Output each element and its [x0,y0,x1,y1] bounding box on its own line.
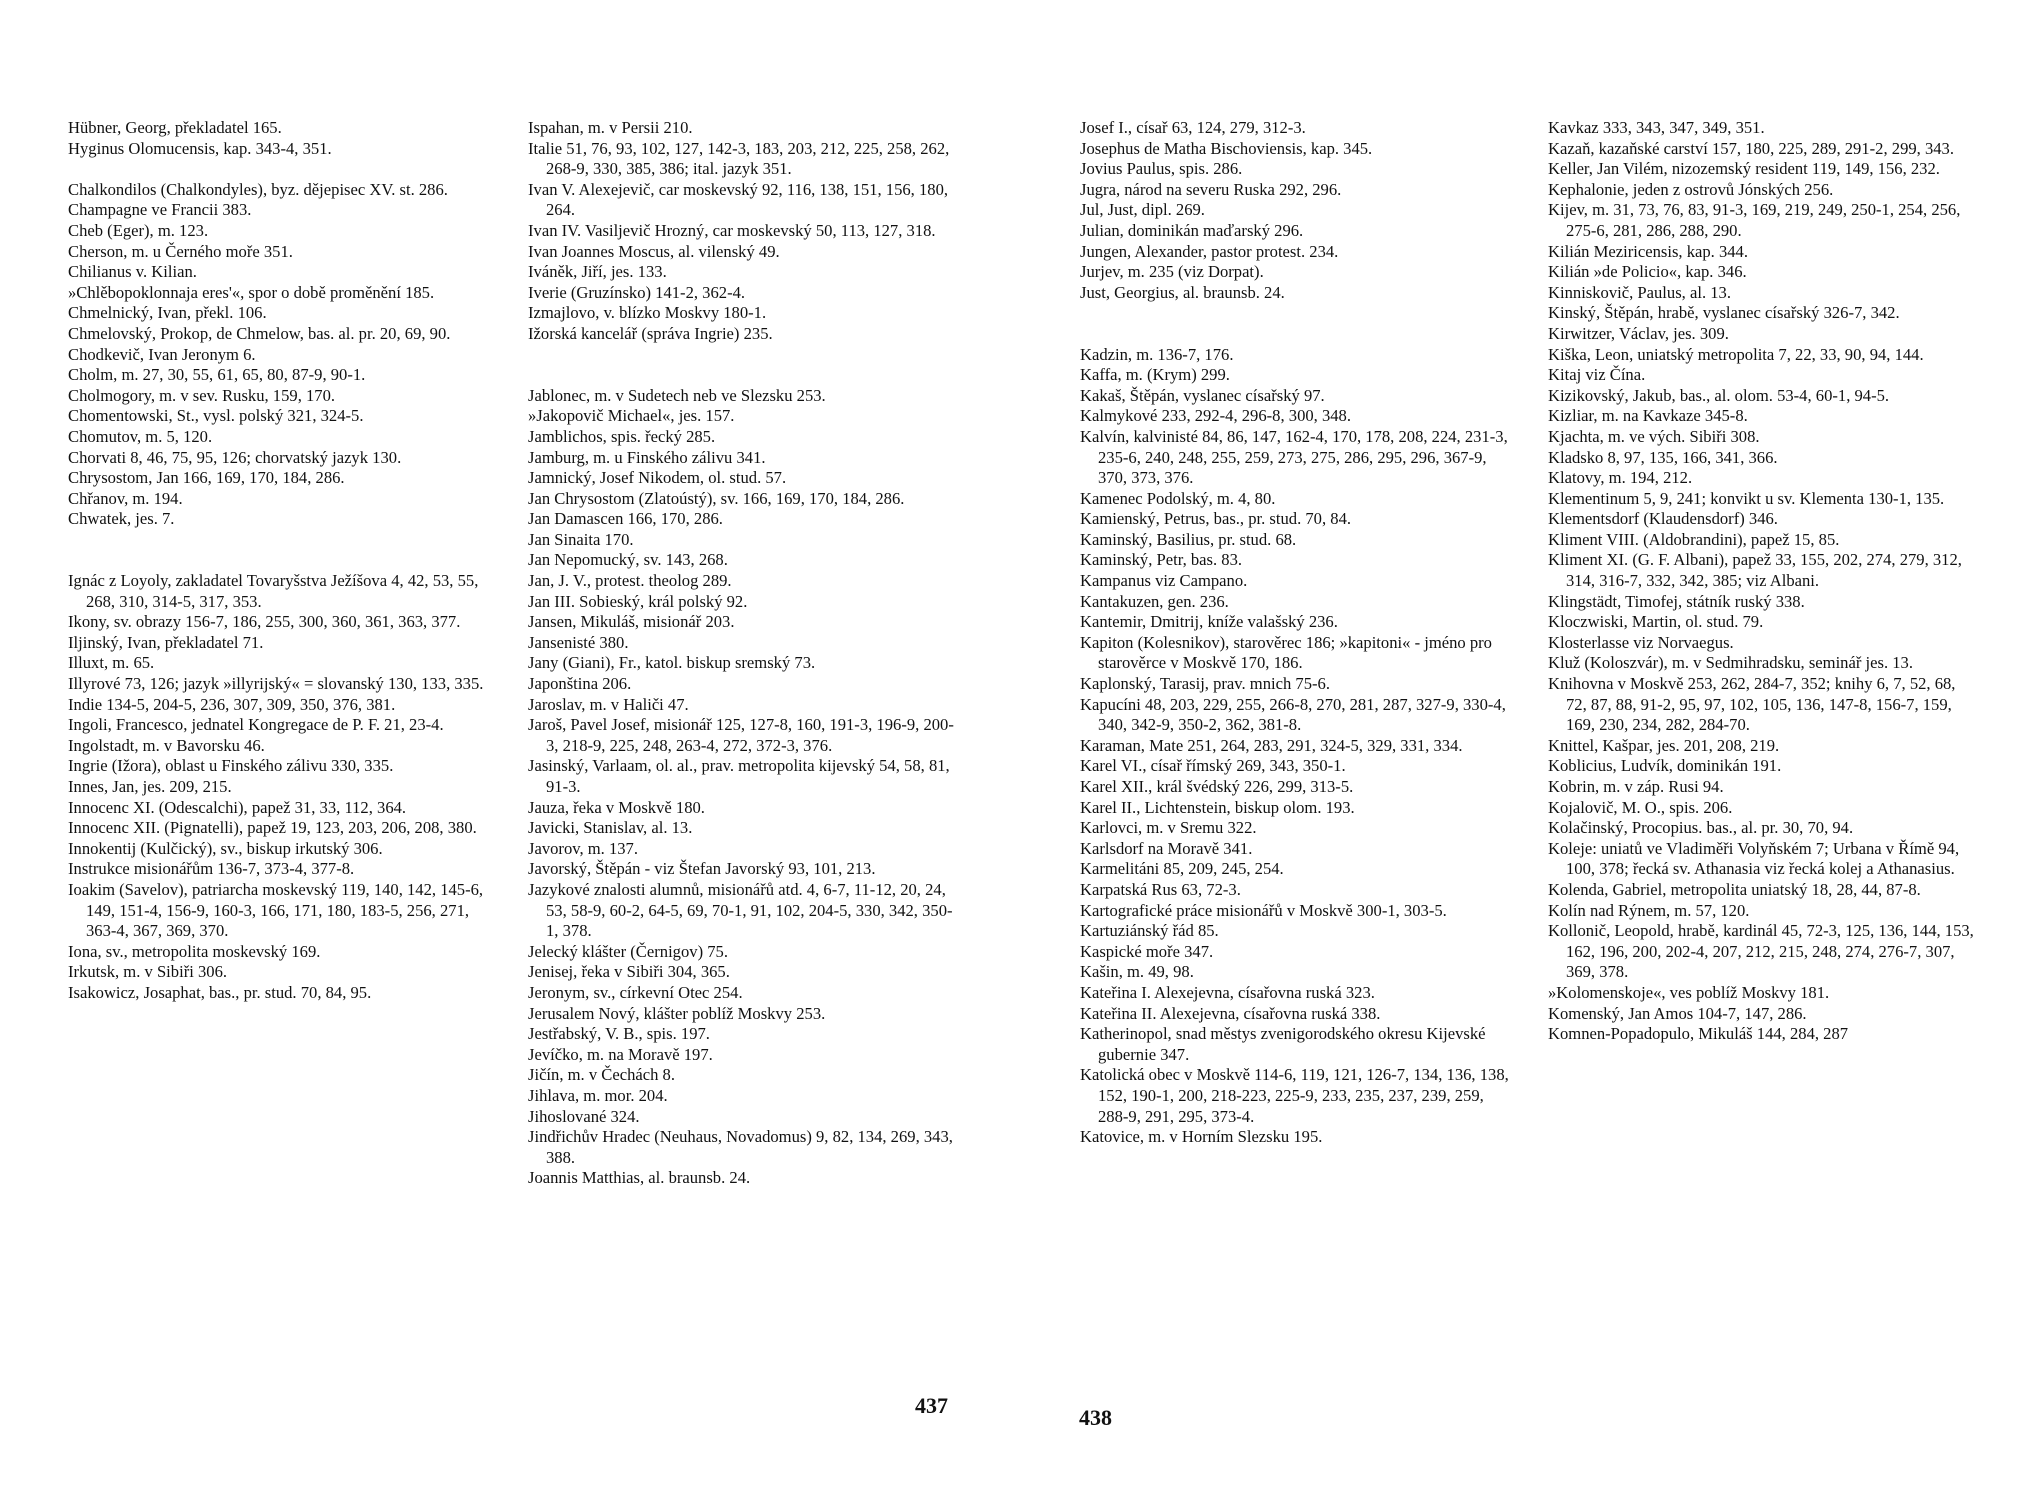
index-entry: Jerusalem Nový, klášter poblíž Moskvy 253. [528,1003,826,1023]
index-entry: Komenský, Jan Amos 104-7, 147, 286. [1548,1003,1807,1023]
index-entry: Kartografické práce misionářů v Moskvě 300-1, 303-5. [1080,900,1447,920]
index-entry: Jungen, Alexander, pastor protest. 234. [1080,241,1339,261]
index-entry: Javorský, Štěpán - viz Štefan Javorský 93, 101, 213. [528,859,876,879]
index-entry: Jurjev, m. 235 (viz Dorpat). [1080,262,1264,282]
index-entry: Jan Chrysostom (Zlatoústý), sv. 166, 169, 170, 184, 286. [528,488,905,508]
index-entry: Kašin, m. 49, 98. [1080,962,1194,982]
index-entry: Jul, Just, dipl. 269. [1080,200,1205,220]
index-entry: Knihovna v Moskvě 253, 262, 284-7, 352; knihy 6, 7, 52, 68, 72, 87, 88, 91-2, 95, 97, 102, 105, 136, 147-8, 156-7, 159, 169, 230, 234, 282, 284-70. [1548,674,1956,735]
index-entry: Jansenisté 380. [528,632,629,652]
index-entry: Javorov, m. 137. [528,838,638,858]
index-entry: »Kolomenskoje«, ves poblíž Moskvy 181. [1548,982,1830,1002]
index-entry: Jan, J. V., protest. theolog 289. [528,571,732,591]
index-entry: Kizliar, m. na Kavkaze 345-8. [1548,406,1748,426]
index-entry: Jasinský, Varlaam, ol. al., prav. metropolita kijevský 54, 58, 81, 91-3. [528,756,950,796]
index-entry: Indie 134-5, 204-5, 236, 307, 309, 350, 376, 381. [68,694,396,714]
index-entry: Javicki, Stanislav, al. 13. [528,818,693,838]
index-entry: Illyrové 73, 126; jazyk »illyrijský« = slovanský 130, 133, 335. [68,674,484,694]
index-entry: Champagne ve Francii 383. [68,200,252,220]
index-entry: Katovice, m. v Horním Slezsku 195. [1080,1127,1323,1147]
index-entry: Kollonič, Leopold, hrabě, kardinál 45, 72-3, 125, 136, 144, 153, 162, 196, 200, 202-4, 207, 212, 215, 248, 274, 276-7, 307, 369, 378. [1548,921,1974,982]
index-entry: Ioakim (Savelov), patriarcha moskevský 119, 140, 142, 145-6, 149, 151-4, 156-9, 160-3, 166, 171, 180, 183-5, 256, 271, 363-4, 367, 369, 370. [68,879,484,941]
index-entry: Jihlava, m. mor. 204. [528,1085,668,1105]
index-entry: Jan III. Sobieský, král polský 92. [528,591,748,611]
index-entry: Kamienský, Petrus, bas., pr. stud. 70, 84. [1080,509,1352,529]
index-column-2 [528,118,960,1189]
index-entry: Jenisej, řeka v Sibiři 304, 365. [528,962,730,982]
page-number-left: 437 [915,1393,948,1418]
index-entry: Innokentij (Kulčický), sv., biskup irkutský 306. [68,838,383,858]
index-entry: Jestřabský, V. B., spis. 197. [528,1024,710,1044]
index-entry: »Jakopovič Michael«, jes. 157. [528,406,735,426]
index-entry: Iváněk, Jiří, jes. 133. [528,262,667,282]
index-entry: Jauza, řeka v Moskvě 180. [528,797,705,817]
index-entry: Klatovy, m. 194, 212. [1548,468,1693,488]
index-entry: Cherson, m. u Černého moře 351. [68,241,293,261]
section-gap [528,365,960,386]
index-entry: Kalvín, kalvinisté 84, 86, 147, 162-4, 170, 178, 208, 224, 231-3, 235-6, 240, 248, 255, 259, 273, 275, 286, 295, 296, 367-9, 370, 373, 376. [1080,426,1508,488]
index-entry: Kolín nad Rýnem, m. 57, 120. [1548,900,1750,920]
index-entry: Kamenec Podolský, m. 4, 80. [1080,488,1276,508]
page-number-right: 438 [1079,1405,1112,1430]
index-entry: Kantakuzen, gen. 236. [1080,591,1229,611]
index-entry: Ivan V. Alexejevič, car moskevský 92, 116, 138, 151, 156, 180, 264. [528,179,949,220]
index-entry: Komnen-Popadopulo, Mikuláš 144, 284, 287 [1548,1024,1849,1044]
index-entry: Cholm, m. 27, 30, 55, 61, 65, 80, 87-9, 90-1. [68,365,366,385]
section-gap [1080,303,1512,324]
index-entry: Kiška, Leon, uniatský metropolita 7, 22, 33, 90, 94, 144. [1548,344,1924,364]
index-entry: Jevíčko, m. na Moravě 197. [528,1044,713,1064]
index-entry: Jovius Paulus, spis. 286. [1080,159,1243,179]
index-entry: Chodkevič, Ivan Jeronym 6. [68,344,256,364]
index-entry: Irkutsk, m. v Sibiři 306. [68,962,228,982]
index-entry: Kavkaz 333, 343, 347, 349, 351. [1548,118,1765,137]
index-entry: Jablonec, m. v Sudetech neb ve Slezsku 253. [528,385,826,405]
index-entry: Kaplonský, Tarasij, prav. mnich 75-6. [1080,674,1330,694]
index-entry: Kazaň, kazaňské carství 157, 180, 225, 289, 291-2, 299, 343. [1548,138,1954,158]
index-entry: Jan Sinaita 170. [528,529,634,549]
index-entry: Jazykové znalosti alumnů, misionářů atd. 4, 6-7, 11-12, 20, 24, 53, 58-9, 60-2, 64-5, 69, 70-1, 91, 102, 204-5, 330, 342, 350-1, 378. [528,879,953,941]
index-entry: Ingrie (Ižora), oblast u Finského zálivu 330, 335. [68,756,394,776]
index-entry: Karaman, Mate 251, 264, 283, 291, 324-5, 329, 331, 334. [1080,735,1463,755]
index-entry: Ivan IV. Vasiljevič Hrozný, car moskevský 50, 113, 127, 318. [528,220,936,240]
index-entry: Jan Damascen 166, 170, 286. [528,509,723,529]
index-entry: Jany (Giani), Fr., katol. biskup sremský 73. [528,653,816,673]
index-entry: »Chlěbopoklonnaja eres'«, spor o době proměnění 185. [68,282,435,302]
index-entry: Kartuziánský řád 85. [1080,921,1219,941]
index-entry: Karel XII., král švédský 226, 299, 313-5. [1080,777,1354,796]
index-entry: Jamburg, m. u Finského zálivu 341. [528,447,766,467]
index-entry: Kjachta, m. ve vých. Sibiři 308. [1548,426,1760,446]
index-entry: Kliment XI. (G. F. Albani), papež 33, 155, 202, 274, 279, 312, 314, 316-7, 332, 342, 385; viz Albani. [1548,550,1962,591]
index-entry: Kaminský, Basilius, pr. stud. 68. [1080,529,1297,549]
index-entry: Ivan Joannes Moscus, al. vilenský 49. [528,241,780,261]
index-entry: Cholmogory, m. v sev. Rusku, 159, 170. [68,385,336,405]
index-entry: Kapucíni 48, 203, 229, 255, 266-8, 270, 281, 287, 327-9, 330-4, 340, 342-9, 350-2, 362, 381-8. [1080,694,1506,735]
index-entry: Koleje: uniatů ve Vladiměři Volyňském 7; Urbana v Římě 94, 100, 378; řecká sv. Athanasia viz řecká kolej a Athanasius. [1548,838,1960,879]
index-entry: Chřanov, m. 194. [68,488,183,508]
index-entry: Kobrin, m. v záp. Rusi 94. [1548,777,1724,796]
index-entry: Jamblichos, spis. řecký 285. [528,426,716,446]
index-entry: Kojalovič, M. O., spis. 206. [1548,797,1733,817]
index-entry: Klosterlasse viz Norvaegus. [1548,632,1734,652]
index-entry: Chmelovský, Prokop, de Chmelow, bas. al. pr. 20, 69, 90. [68,323,451,343]
index-entry: Knittel, Kašpar, jes. 201, 208, 219. [1548,735,1780,755]
index-entry: Chrysostom, Jan 166, 169, 170, 184, 286. [68,468,345,488]
index-column-4 [1548,118,1980,1045]
index-entry: Kluž (Koloszvár), m. v Sedmihradsku, seminář jes. 13. [1548,653,1913,673]
index-entry: Jan Nepomucký, sv. 143, 268. [528,550,728,570]
index-entry: Kephalonie, jeden z ostrovů Jónských 256. [1548,179,1834,199]
index-entry: Kateřina I. Alexejevna, císařovna ruská 323. [1080,982,1375,1002]
index-entry: Ižorská kancelář (správa Ingrie) 235. [528,323,773,343]
index-entry: Innocenc XI. (Odescalchi), papež 31, 33, 112, 364. [68,797,407,817]
index-entry: Ingolstadt, m. v Bavorsku 46. [68,735,265,755]
index-entry: Instrukce misionářům 136-7, 373-4, 377-8. [68,859,355,879]
index-entry: Kakaš, Štěpán, vyslanec císařský 97. [1080,385,1325,405]
index-entry: Kliment VIII. (Aldobrandini), papež 15, 85. [1548,529,1840,549]
index-entry: Chorvati 8, 46, 75, 95, 126; chorvatský jazyk 130. [68,447,402,467]
index-entry: Iverie (Gruzínsko) 141-2, 362-4. [528,282,746,302]
index-entry: Kilián »de Policio«, kap. 346. [1548,262,1747,282]
index-entry: Innes, Jan, jes. 209, 215. [68,777,232,796]
index-entry: Jičín, m. v Čechách 8. [528,1065,676,1085]
index-entry: Kalmykové 233, 292-4, 296-8, 300, 348. [1080,406,1352,426]
index-entry: Katolická obec v Moskvě 114-6, 119, 121, 126-7, 134, 136, 138, 152, 190-1, 200, 218-223, 225-9, 233, 235, 237, 239, 259, 288-9, 291, 295, 373-4. [1080,1065,1509,1126]
index-entry: Kinniskovič, Paulus, al. 13. [1548,282,1731,302]
index-entry: Iljinský, Ivan, překladatel 71. [68,632,264,652]
index-entry: Klementsdorf (Klaudensdorf) 346. [1548,509,1778,529]
section-gap [68,550,500,571]
index-entry: Kijev, m. 31, 73, 76, 83, 91-3, 169, 219, 249, 250-1, 254, 256, 275-6, 281, 286, 288, 290. [1548,200,1961,240]
index-entry: Jindřichův Hradec (Neuhaus, Novadomus) 9, 82, 134, 269, 343, 388. [528,1127,953,1167]
index-entry: Isakowicz, Josaphat, bas., pr. stud. 70, 84, 95. [68,982,372,1002]
index-entry: Klementinum 5, 9, 241; konvikt u sv. Klementa 130-1, 135. [1548,488,1945,508]
index-entry: Chmelnický, Ivan, překl. 106. [68,303,267,323]
index-entry: Kampanus viz Campano. [1080,571,1248,591]
index-entry: Kaminský, Petr, bas. 83. [1080,550,1243,570]
index-entry: Just, Georgius, al. braunsb. 24. [1080,282,1285,302]
index-column-3 [1080,118,1512,1148]
index-entry: Jugra, národ na severu Ruska 292, 296. [1080,179,1342,199]
section-gap [528,345,960,366]
index-entry: Kantemir, Dmitrij, kníže valašský 236. [1080,612,1338,632]
index-entry: Josephus de Matha Bischoviensis, kap. 345. [1080,138,1373,158]
index-entry: Jaroš, Pavel Josef, misionář 125, 127-8, 160, 191-3, 196-9, 200-3, 218-9, 225, 248, 263-4, 272, 372-3, 376. [528,715,954,755]
index-entry: Kizikovský, Jakub, bas., al. olom. 53-4, 60-1, 94-5. [1548,385,1890,405]
index-entry: Kolačinský, Procopius. bas., al. pr. 30, 70, 94. [1548,818,1854,838]
index-entry: Kitaj viz Čína. [1548,365,1646,385]
index-entry: Kirwitzer, Václav, jes. 309. [1548,323,1729,343]
index-entry: Chilianus v. Kilian. [68,262,197,282]
index-column-1 [68,118,500,1004]
index-entry: Chalkondilos (Chalkondyles), byz. dějepisec XV. st. 286. [68,179,448,199]
index-entry: Jansen, Mikuláš, misionář 203. [528,612,735,632]
index-entry: Ikony, sv. obrazy 156-7, 186, 255, 300, 360, 361, 363, 377. [68,612,461,632]
index-entry: Kloczwiski, Martin, ol. stud. 79. [1548,612,1764,632]
index-entry: Chwatek, jes. 7. [68,509,175,529]
section-gap [1080,324,1512,345]
index-entry: Kilián Meziricensis, kap. 344. [1548,241,1749,261]
index-entry: Karpatská Rus 63, 72-3. [1080,879,1241,899]
index-entry: Karlsdorf na Moravě 341. [1080,838,1253,858]
index-entry: Jamnický, Josef Nikodem, ol. stud. 57. [528,468,787,488]
index-entry: Jihoslované 324. [528,1106,640,1126]
index-entry: Karmelitáni 85, 209, 245, 254. [1080,859,1284,879]
index-entry: Ispahan, m. v Persii 210. [528,118,693,137]
section-gap [68,530,500,551]
index-entry: Julian, dominikán maďarský 296. [1080,220,1304,240]
index-entry: Jelecký klášter (Černigov) 75. [528,941,728,961]
index-entry: Jeronym, sv., církevní Otec 254. [528,982,743,1002]
index-entry: Koblicius, Ludvík, dominikán 191. [1548,756,1782,776]
index-entry: Kateřina II. Alexejevna, císařovna ruská 338. [1080,1003,1381,1023]
index-entry: Kaspické moře 347. [1080,941,1214,961]
index-entry: Kadzin, m. 136-7, 176. [1080,344,1234,364]
index-entry: Ignác z Loyoly, zakladatel Tovaryšstva Ježíšova 4, 42, 53, 55, 268, 310, 314-5, 317, 353. [68,571,479,611]
index-entry: Karlovci, m. v Sremu 322. [1080,818,1257,838]
index-entry: Katherinopol, snad městys zvenigorodského okresu Kijevské gubernie 347. [1080,1024,1486,1064]
index-entry: Kaffa, m. (Krym) 299. [1080,365,1230,385]
index-entry: Innocenc XII. (Pignatelli), papež 19, 123, 203, 206, 208, 380. [68,818,477,838]
index-entry: Cheb (Eger), m. 123. [68,220,209,240]
index-entry: Kinský, Štěpán, hrabě, vyslanec císařský 326-7, 342. [1548,303,1900,323]
index-entry: Japonština 206. [528,674,632,694]
index-entry: Hyginus Olomucensis, kap. 343-4, 351. [68,138,332,158]
index-entry: Kolenda, Gabriel, metropolita uniatský 18, 28, 44, 87-8. [1548,879,1921,899]
index-entry: Izmajlovo, v. blízko Moskvy 180-1. [528,303,767,323]
index-entry: Kapiton (Kolesnikov), starověrec 186; »kapitoni« - jméno pro starověrce v Moskvě 170, 186. [1080,632,1492,673]
index-entry: Chomentowski, St., vysl. polský 321, 324-5. [68,406,364,426]
section-gap [68,159,500,180]
index-entry: Hübner, Georg, překladatel 165. [68,118,282,137]
index-entry: Chomutov, m. 5, 120. [68,426,213,446]
index-entry: Iona, sv., metropolita moskevský 169. [68,941,321,961]
index-entry: Ingoli, Francesco, jednatel Kongregace de P. F. 21, 23-4. [68,715,444,735]
index-entry: Joannis Matthias, al. braunsb. 24. [528,1168,751,1188]
index-entry: Klingstädt, Timofej, státník ruský 338. [1548,591,1805,611]
index-entry: Illuxt, m. 65. [68,653,155,673]
index-entry: Italie 51, 76, 93, 102, 127, 142-3, 183, 203, 212, 225, 258, 262, 268-9, 330, 385, 386; ital. jazyk 351. [528,138,950,179]
index-entry: Karel VI., císař římský 269, 343, 350-1. [1080,756,1346,776]
index-entry: Kladsko 8, 97, 135, 166, 341, 366. [1548,447,1778,467]
index-entry: Keller, Jan Vilém, nizozemský resident 119, 149, 156, 232. [1548,159,1940,179]
index-entry: Karel II., Lichtenstein, biskup olom. 193. [1080,797,1355,817]
index-entry: Josef I., císař 63, 124, 279, 312-3. [1080,118,1306,137]
index-entry: Jaroslav, m. v Haliči 47. [528,694,689,714]
